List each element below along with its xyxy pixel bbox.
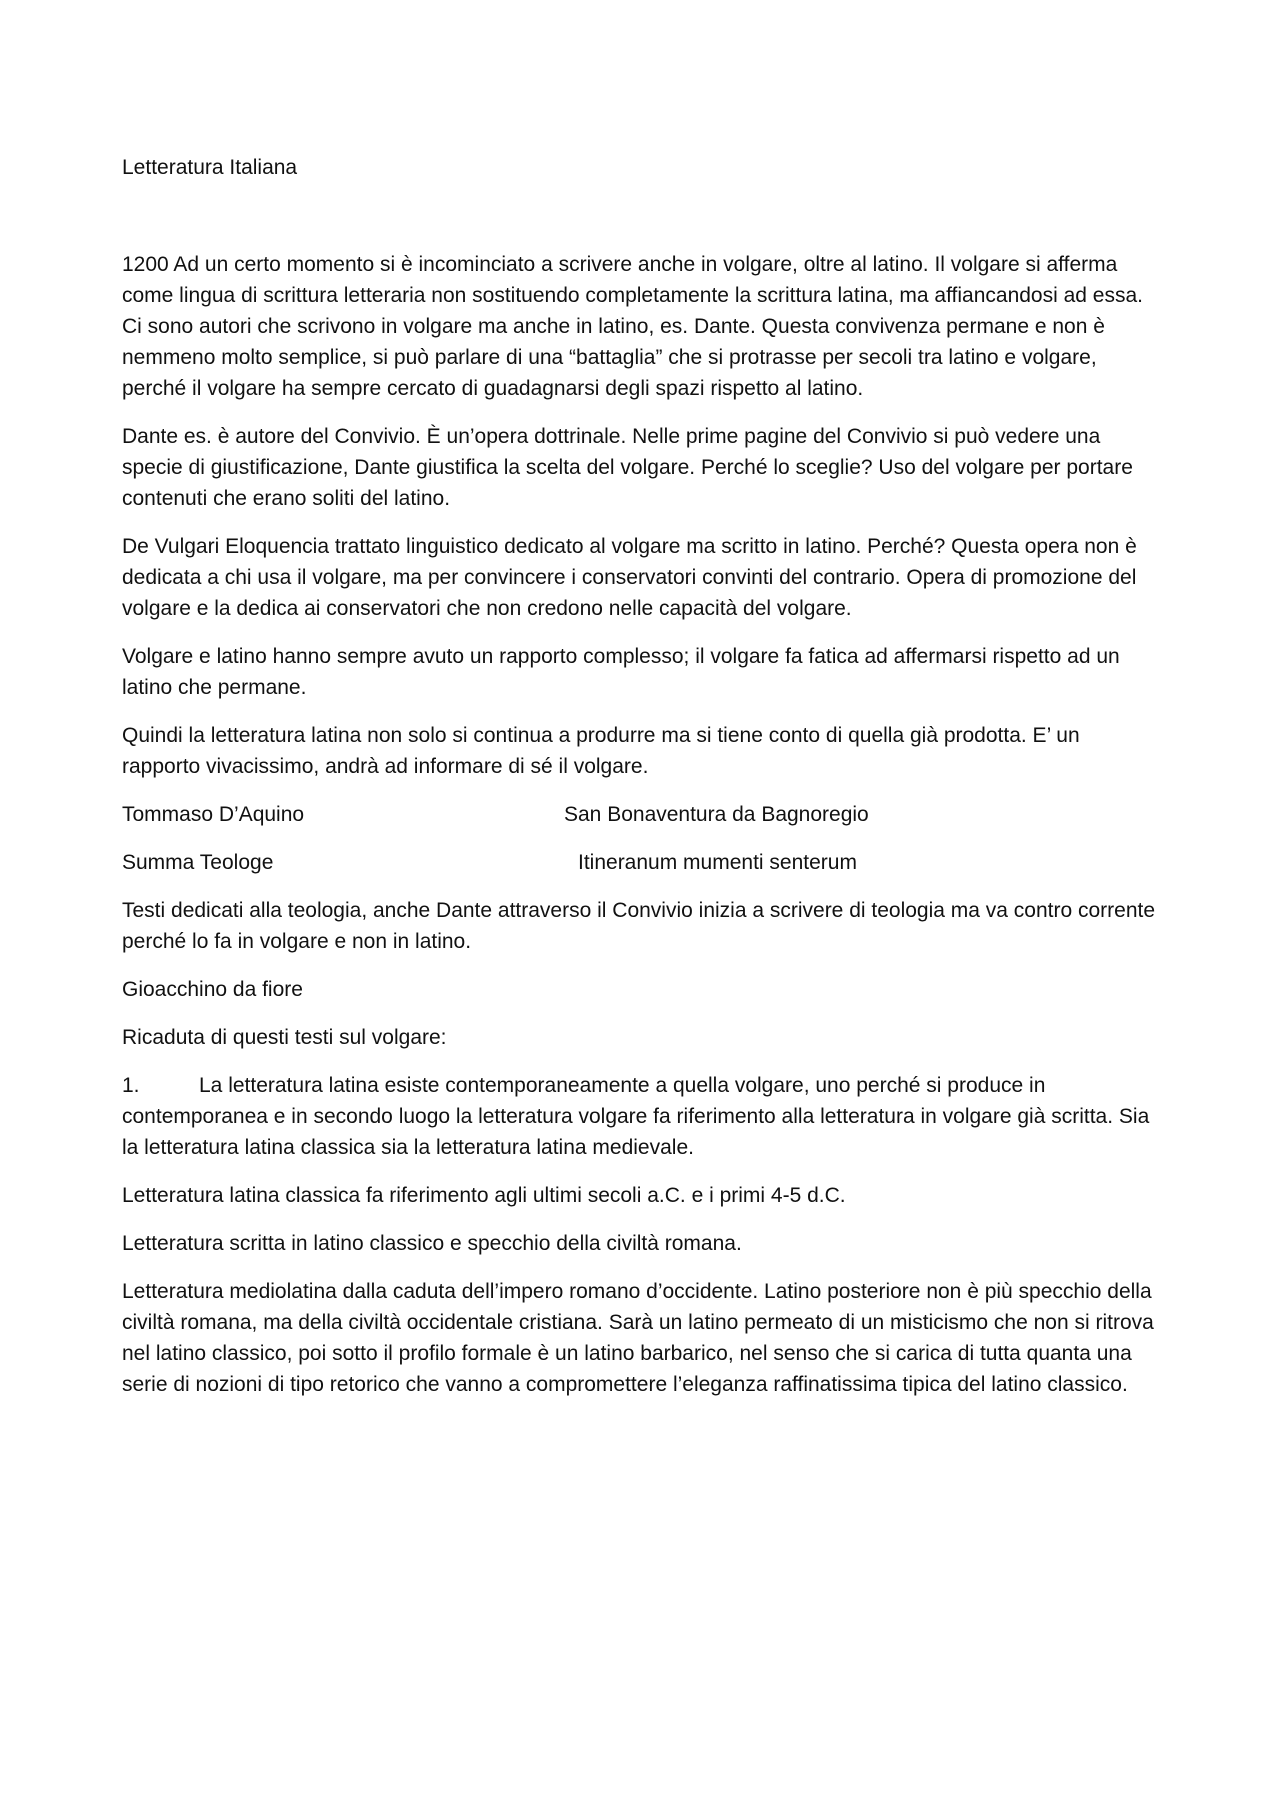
paragraph-gioacchino: Gioacchino da fiore [122, 978, 303, 1001]
list-item-text: La letteratura latina esiste contemporaneamente a quella volgare, uno perché si produce in contemporanea e in secondo luogo la letteratura volgare fa riferimento alla letteratura in volgare già scritta. Sia la letteratura latina classica sia la letteratura latina medievale. [122, 1074, 1150, 1159]
list-item-number: 1. [122, 1074, 140, 1097]
paragraph-mediolatina: Letteratura mediolatina dalla caduta dell’impero romano d’occidente. Latino posteriore non è più specchio della civiltà romana, ma della civiltà occidentale cristiana. Sarà un latino permeato di un misticismo che non si ritrova nel latino classico, poi sotto il profilo formale è un latino barbarico, nel senso che si carica di tutta quanta una serie di nozioni di tipo retorico che vanno a compromettere l’eleganza raffinatissima tipica del latino classico. [122, 1280, 1154, 1396]
author-left: Tommaso D’Aquino [122, 803, 305, 826]
paragraph-de-vulgari: De Vulgari Eloquencia trattato linguistico dedicato al volgare ma scritto in latino. Perché? Questa opera non è dedicata a chi usa il volgare, ma per convincere i conservatori convinti del contrario. Opera di promozione del volgare e la dedica ai conservatori che non credono nelle capacità del volgare. [122, 535, 1137, 620]
paragraph-intro: 1200 Ad un certo momento si è incominciato a scrivere anche in volgare, oltre al latino. Il volgare si afferma come lingua di scrittura letteraria non sostituendo completamente la scrittura latina, ma affiancandosi ad essa. Ci sono autori che scrivono in volgare ma anche in latino, es. Dante. Questa convivenza permane e non è nemmeno molto semplice, si può parlare di una “battaglia” che si protrasse per secoli tra latino e volgare, perché il volgare ha sempre cercato di guadagnarsi degli spazi rispetto al latino. [122, 253, 1143, 400]
paragraph-letteratura-latina: Quindi la letteratura latina non solo si continua a produrre ma si tiene conto di quella già prodotta. E’ un rapporto vivacissimo, andrà ad informare di sé il volgare. [122, 724, 1080, 778]
author-right: San Bonaventura da Bagnoregio [564, 803, 869, 826]
paragraph-convivio: Dante es. è autore del Convivio. È un’opera dottrinale. Nelle prime pagine del Convivio si può vedere una specie di giustificazione, Dante giustifica la scelta del volgare. Perché lo sceglie? Uso del volgare per portare contenuti che erano soliti del latino. [122, 425, 1133, 510]
paragraph-rapporto: Volgare e latino hanno sempre avuto un rapporto complesso; il volgare fa fatica ad affermarsi rispetto ad un latino che permane. [122, 645, 1120, 699]
document-body [122, 152, 1162, 1417]
paragraph-latina-classica: Letteratura latina classica fa riferimento agli ultimi secoli a.C. e i primi 4-5 d.C. [122, 1184, 846, 1207]
work-right: Itineranum mumenti senterum [578, 851, 857, 874]
works-row [122, 847, 1162, 878]
paragraph-ricaduta: Ricaduta di questi testi sul volgare: [122, 1026, 447, 1049]
paragraph-latino-classico: Letteratura scritta in latino classico e specchio della civiltà romana. [122, 1232, 742, 1255]
list-item [122, 1070, 1162, 1163]
work-left: Summa Teologe [122, 851, 274, 874]
document-title: Letteratura Italiana [122, 156, 298, 179]
paragraph-teologia: Testi dedicati alla teologia, anche Dante attraverso il Convivio inizia a scrivere di teologia ma va contro corrente perché lo fa in volgare e non in latino. [122, 899, 1156, 953]
authors-row [122, 799, 1162, 830]
